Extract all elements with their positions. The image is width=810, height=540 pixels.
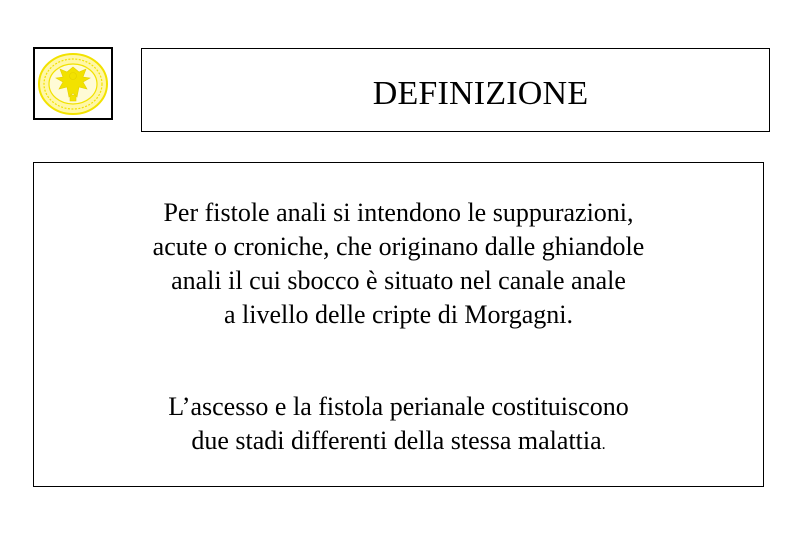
text-line: acute o croniche, che originano dalle ghiandole	[152, 232, 645, 261]
text-line: a livello delle cripte di Morgagni.	[224, 300, 573, 329]
text-line-content: due stadi differenti della stessa malattia	[191, 426, 602, 455]
text-line: L’ascesso e la fistola perianale costituiscono	[168, 392, 629, 421]
title-box	[141, 48, 770, 132]
logo-frame	[33, 47, 113, 120]
text-line: anali il cui sbocco è situato nel canale anale	[171, 266, 626, 295]
page-title: DEFINIZIONE	[372, 75, 589, 112]
text-line	[34, 424, 763, 462]
text-line: Per fistole anali si intendono le suppurazioni,	[163, 198, 634, 227]
end-mark: .	[601, 436, 606, 453]
university-seal-icon	[36, 51, 110, 117]
definition-box	[33, 162, 764, 487]
abscess-paragraph	[34, 390, 763, 462]
definition-paragraph	[34, 196, 763, 332]
